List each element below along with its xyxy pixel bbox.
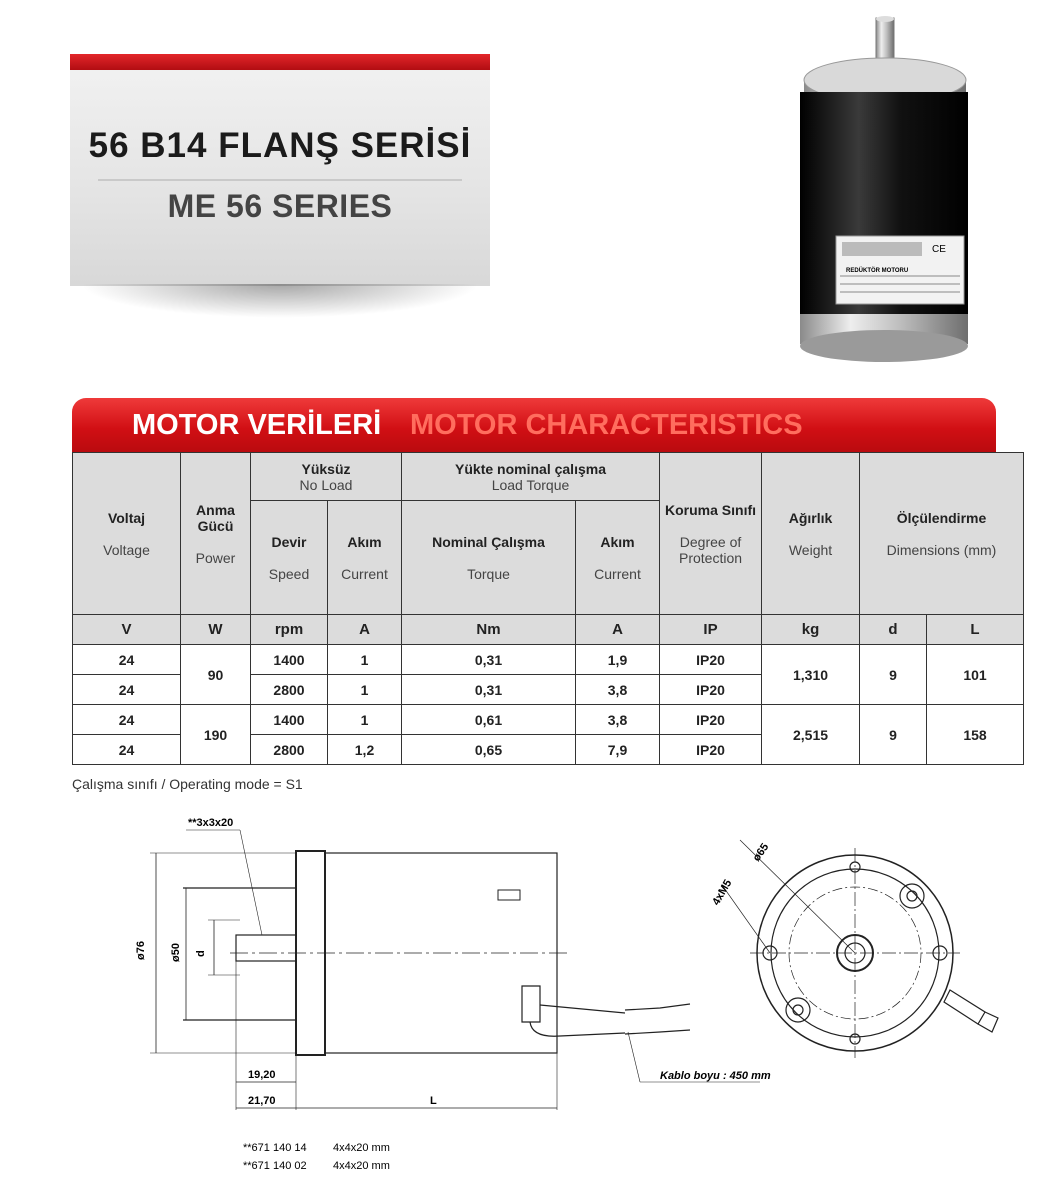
- cell-current-nl: 1: [328, 645, 402, 675]
- table-title-bar: [72, 398, 996, 454]
- unit-cell: A: [576, 615, 660, 645]
- units-row: [73, 615, 1024, 645]
- col-label-tr: Akım: [600, 533, 635, 550]
- cell-current-l: 3,8: [576, 675, 660, 705]
- col-label-en: Speed: [268, 565, 310, 582]
- col-speed-header: [251, 501, 328, 615]
- cell-ip: IP20: [660, 735, 762, 765]
- col-label-tr: Ölçülendirme: [896, 509, 987, 526]
- col-label-en: Dimensions (mm): [886, 541, 997, 558]
- cell-voltage: 24: [73, 675, 181, 705]
- group-label-en: No Load: [299, 476, 353, 493]
- code-item: **671 140 14: [243, 1142, 307, 1154]
- col-label-en: Power: [195, 549, 236, 566]
- col-dimensions-header: [860, 453, 1024, 615]
- col-label-tr: Anma Gücü: [196, 501, 235, 534]
- cell-torque: 0,31: [402, 675, 576, 705]
- cell-power: 90: [181, 645, 251, 705]
- key-callout-label: **3x3x20: [188, 817, 234, 829]
- col-weight-header: [762, 453, 860, 615]
- cell-weight: 1,310: [762, 645, 860, 705]
- cell-torque: 0,61: [402, 705, 576, 735]
- cell-ip: IP20: [660, 675, 762, 705]
- cell-ip: IP20: [660, 645, 762, 675]
- unit-cell: V: [73, 615, 181, 645]
- cell-weight: 2,515: [762, 705, 860, 765]
- group-no-load-header: [251, 453, 402, 501]
- table-row: [73, 705, 1024, 735]
- dim-d65-label: ø65: [750, 841, 772, 864]
- dim-2170-label: 21,70: [248, 1095, 276, 1107]
- cell-torque: 0,65: [402, 735, 576, 765]
- cell-l: 101: [927, 645, 1024, 705]
- unit-cell: d: [860, 615, 927, 645]
- side-view-shaft: [236, 935, 296, 961]
- cell-speed: 1400: [251, 705, 328, 735]
- table-title-turkish: MOTOR VERİLERİ: [132, 409, 382, 441]
- col-label-en: Torque: [467, 565, 510, 582]
- side-view: [150, 830, 760, 1110]
- unit-cell: rpm: [251, 615, 328, 645]
- title-card: [70, 54, 490, 286]
- title-red-bar: [70, 54, 490, 70]
- cell-current-l: 3,8: [576, 705, 660, 735]
- unit-cell: Nm: [402, 615, 576, 645]
- nameplate-heading: REDÜKTÖR MOTORU: [846, 268, 909, 274]
- cell-ip: IP20: [660, 705, 762, 735]
- cell-current-nl: 1,2: [328, 735, 402, 765]
- col-label-tr: Voltaj: [107, 509, 146, 526]
- cell-power: 190: [181, 705, 251, 765]
- cell-current-nl: 1: [328, 675, 402, 705]
- cell-speed: 2800: [251, 735, 328, 765]
- cell-torque: 0,31: [402, 645, 576, 675]
- col-label-en: Degree of Protection: [678, 533, 743, 566]
- col-torque-header: [402, 501, 576, 615]
- dim-d76-label: ø76: [135, 941, 147, 960]
- col-label-tr: Akım: [347, 533, 382, 550]
- end-view: [722, 840, 998, 1058]
- dim-d-label: d: [195, 950, 207, 957]
- operating-mode-note: Çalışma sınıfı / Operating mode = S1: [72, 776, 303, 792]
- cable-length-label: Kablo boyu : 450 mm: [660, 1070, 771, 1082]
- cell-current-nl: 1: [328, 705, 402, 735]
- col-label-en: Current: [594, 565, 641, 582]
- cell-l: 158: [927, 705, 1024, 765]
- dim-4xm5-label: 4xM5: [710, 877, 735, 908]
- title-english: ME 56 SERIES: [167, 188, 393, 224]
- motor-nameplate: [836, 236, 964, 304]
- col-label-en: Voltage: [103, 541, 150, 558]
- title-turkish: 56 B14 FLANŞ SERİSİ: [88, 126, 472, 165]
- col-power-header: [181, 453, 251, 615]
- cell-current-l: 1,9: [576, 645, 660, 675]
- group-label-en: Load Torque: [491, 476, 570, 493]
- col-label-tr: Nominal Çalışma: [432, 533, 545, 550]
- col-voltage-header: [73, 453, 181, 615]
- cell-voltage: 24: [73, 705, 181, 735]
- code-key: 4x4x20 mm: [333, 1160, 390, 1172]
- header-row-groups: [73, 453, 1024, 501]
- motor-photo: [790, 14, 980, 364]
- dim-1920-label: 19,20: [248, 1069, 276, 1081]
- unit-cell: A: [328, 615, 402, 645]
- cell-speed: 1400: [251, 645, 328, 675]
- cell-speed: 2800: [251, 675, 328, 705]
- col-label-en: Current: [341, 565, 388, 582]
- group-label-tr: Yüksüz: [301, 460, 351, 477]
- unit-cell: kg: [762, 615, 860, 645]
- ce-mark: CE: [932, 244, 946, 255]
- cell-d: 9: [860, 645, 927, 705]
- col-label-en: Weight: [788, 541, 833, 558]
- technical-drawing: [0, 810, 1053, 1191]
- col-label-tr: Koruma Sınıfı: [665, 501, 757, 518]
- cell-voltage: 24: [73, 735, 181, 765]
- cell-d: 9: [860, 705, 927, 765]
- dim-l-label: L: [430, 1095, 437, 1107]
- table-title-english: MOTOR CHARACTERISTICS: [410, 409, 803, 441]
- cell-current-l: 7,9: [576, 735, 660, 765]
- col-current-nl-header: [328, 501, 402, 615]
- cell-voltage: 24: [73, 645, 181, 675]
- title-divider: [98, 179, 462, 181]
- group-load-header: [402, 453, 660, 501]
- dim-d50-label: ø50: [170, 943, 182, 962]
- table-row: [73, 645, 1024, 675]
- code-item: **671 140 02: [243, 1160, 307, 1172]
- motor-characteristics-table: [72, 452, 1024, 765]
- unit-cell: L: [927, 615, 1024, 645]
- title-card-shadow: [80, 284, 480, 318]
- group-label-tr: Yükte nominal çalışma: [455, 460, 606, 477]
- unit-cell: IP: [660, 615, 762, 645]
- unit-cell: W: [181, 615, 251, 645]
- col-label-tr: Devir: [271, 533, 307, 550]
- code-key: 4x4x20 mm: [333, 1142, 390, 1154]
- col-current-l-header: [576, 501, 660, 615]
- col-protection-header: [660, 453, 762, 615]
- col-label-tr: Ağırlık: [788, 509, 833, 526]
